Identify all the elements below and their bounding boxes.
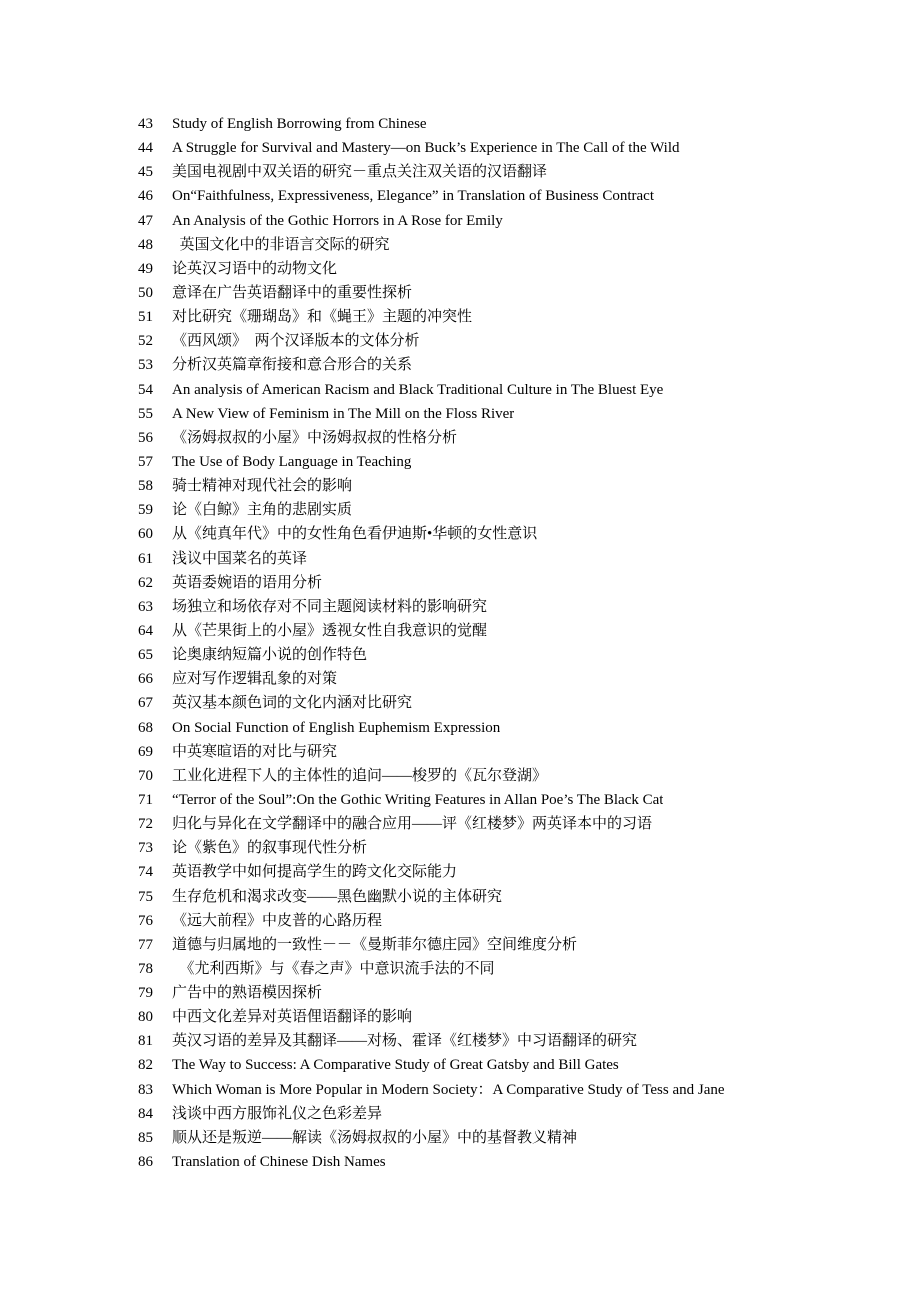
item-number: 73	[138, 840, 153, 857]
list-item	[138, 160, 898, 184]
item-title: On“Faithfulness, Expressiveness, Elegance” in Translation of Business Contract	[172, 188, 655, 205]
item-number: 53	[138, 357, 153, 374]
item-number: 74	[138, 864, 153, 881]
item-number: 55	[138, 405, 153, 422]
item-number: 82	[138, 1057, 153, 1074]
item-title: 对比研究《珊瑚岛》和《蝇王》主题的冲突性	[172, 309, 473, 326]
item-title: On Social Function of English Euphemism Expression	[172, 719, 501, 736]
list-item	[138, 933, 898, 957]
item-number: 60	[138, 526, 153, 543]
item-number: 45	[138, 164, 153, 181]
item-number: 81	[138, 1033, 153, 1050]
item-number: 84	[138, 1105, 153, 1122]
item-number: 65	[138, 647, 153, 664]
list-item	[138, 329, 898, 353]
item-title: 浅议中国菜名的英译	[172, 550, 308, 567]
list-item	[138, 836, 898, 860]
item-number: 76	[138, 912, 153, 929]
item-title: The Way to Success: A Comparative Study of Great Gatsby and Bill Gates	[172, 1057, 619, 1074]
item-title: 骑士精神对现代社会的影响	[172, 478, 353, 495]
item-title: 中英寒暄语的对比与研究	[172, 743, 338, 760]
item-title: A New View of Feminism in The Mill on the Floss River	[172, 405, 515, 422]
item-number: 52	[138, 333, 153, 350]
list-item	[138, 281, 898, 305]
item-number: 50	[138, 284, 153, 301]
item-title: 意译在广告英语翻译中的重要性探析	[172, 284, 413, 301]
item-number: 72	[138, 816, 153, 833]
list-item	[138, 1078, 898, 1102]
list-item	[138, 885, 898, 909]
item-title: 英国文化中的非语言交际的研究	[172, 236, 390, 253]
list-item	[138, 716, 898, 740]
item-number: 64	[138, 622, 153, 639]
item-title: 论奥康纳短篇小说的创作特色	[172, 647, 368, 664]
item-title: 应对写作逻辑乱象的对策	[172, 671, 338, 688]
item-number: 78	[138, 960, 153, 977]
item-title: Study of English Borrowing from Chinese	[172, 116, 427, 132]
item-title: 从《芒果街上的小屋》透视女性自我意识的觉醒	[172, 622, 488, 639]
item-number: 85	[138, 1129, 153, 1146]
item-title: 论英汉习语中的动物文化	[172, 260, 338, 277]
item-number: 46	[138, 188, 153, 205]
item-title: 英汉基本颜色词的文化内涵对比研究	[172, 695, 413, 712]
item-title: 英汉习语的差异及其翻译——对杨、霍译《红楼梦》中习语翻译的研究	[172, 1033, 638, 1050]
item-number: 75	[138, 888, 153, 905]
list-item	[138, 112, 898, 136]
list-item	[138, 764, 898, 788]
item-number: 70	[138, 767, 153, 784]
list-item	[138, 257, 898, 281]
item-title: 英语教学中如何提高学生的跨文化交际能力	[172, 864, 458, 881]
item-title: 从《纯真年代》中的女性角色看伊迪斯•华顿的女性意识	[172, 526, 538, 543]
item-number: 59	[138, 502, 153, 519]
item-number: 67	[138, 695, 153, 712]
item-number: 58	[138, 478, 153, 495]
item-number: 51	[138, 309, 153, 326]
watermark: zixin.com.cn	[420, 599, 719, 657]
item-title: 工业化进程下人的主体性的追问——梭罗的《瓦尔登湖》	[172, 767, 548, 784]
item-number: 49	[138, 260, 153, 277]
list-item	[138, 426, 898, 450]
list-item	[138, 691, 898, 715]
list-item	[138, 740, 898, 764]
item-title: 生存危机和渴求改变——黑色幽默小说的主体研究	[172, 888, 503, 905]
list-item	[138, 1029, 898, 1053]
item-number: 43	[138, 116, 153, 132]
list-item	[138, 1126, 898, 1150]
list-item	[138, 619, 898, 643]
item-number: 62	[138, 574, 153, 591]
list-item	[138, 353, 898, 377]
item-number: 61	[138, 550, 153, 567]
list-item	[138, 1005, 898, 1029]
list-item	[138, 378, 898, 402]
topic-list	[138, 112, 898, 1174]
item-title: 顺从还是叛逆——解读《汤姆叔叔的小屋》中的基督教义精神	[172, 1129, 578, 1146]
item-number: 63	[138, 598, 153, 615]
item-title: 归化与异化在文学翻译中的融合应用——评《红楼梦》两英译本中的习语	[172, 816, 653, 833]
item-title: 英语委婉语的语用分析	[172, 574, 323, 591]
item-title: 中西文化差异对英语俚语翻译的影响	[172, 1009, 413, 1026]
item-number: 80	[138, 1009, 153, 1026]
item-title: 场独立和场依存对不同主题阅读材料的影响研究	[172, 598, 488, 615]
item-title: 论《紫色》的叙事现代性分析	[172, 840, 368, 857]
item-title: 广告中的熟语模因探析	[172, 985, 323, 1002]
list-item	[138, 643, 898, 667]
list-item	[138, 812, 898, 836]
item-number: 71	[138, 791, 153, 808]
item-title: 道德与归属地的一致性－－《曼斯菲尔德庄园》空间维度分析	[172, 936, 578, 953]
item-title: An Analysis of the Gothic Horrors in A Rose for Emily	[172, 212, 503, 229]
item-number: 77	[138, 936, 153, 953]
list-item	[138, 547, 898, 571]
item-number: 69	[138, 743, 153, 760]
list-item	[138, 1053, 898, 1077]
item-title: 美国电视剧中双关语的研究－重点关注双关语的汉语翻译	[172, 164, 548, 181]
list-item	[138, 667, 898, 691]
list-item	[138, 788, 898, 812]
item-number: 57	[138, 453, 153, 470]
list-item	[138, 233, 898, 257]
item-title: 论《白鲸》主角的悲剧实质	[172, 502, 353, 519]
item-title: Translation of Chinese Dish Names	[172, 1154, 386, 1171]
item-title: 《汤姆叔叔的小屋》中汤姆叔叔的性格分析	[172, 429, 458, 446]
item-number: 86	[138, 1154, 153, 1171]
item-number: 48	[138, 236, 153, 253]
item-number: 54	[138, 381, 153, 398]
list-item	[138, 1150, 898, 1174]
list-item	[138, 474, 898, 498]
item-title: “Terror of the Soul”:On the Gothic Writing Features in Allan Poe’s The Black Cat	[172, 791, 664, 808]
list-item	[138, 402, 898, 426]
list-item	[138, 909, 898, 933]
list-item	[138, 136, 898, 160]
item-number: 83	[138, 1081, 153, 1098]
item-title: 分析汉英篇章衔接和意合形合的关系	[172, 357, 413, 374]
item-number: 56	[138, 429, 153, 446]
list-item	[138, 957, 898, 981]
list-item	[138, 184, 898, 208]
item-title: 《西风颂》 两个汉译版本的文体分析	[172, 333, 420, 350]
list-item	[138, 571, 898, 595]
item-title: 《远大前程》中皮普的心路历程	[172, 912, 383, 929]
item-title: A Struggle for Survival and Mastery—on Buck’s Experience in The Call of the Wild	[172, 140, 680, 157]
item-title: 浅谈中西方服饰礼仪之色彩差异	[172, 1105, 383, 1122]
item-number: 68	[138, 719, 153, 736]
list-item	[138, 981, 898, 1005]
item-title: The Use of Body Language in Teaching	[172, 453, 412, 470]
list-item	[138, 450, 898, 474]
item-number: 44	[138, 140, 153, 157]
list-item	[138, 209, 898, 233]
item-number: 79	[138, 985, 153, 1002]
list-item	[138, 595, 898, 619]
item-number: 66	[138, 671, 153, 688]
item-title: 《尤利西斯》与《春之声》中意识流手法的不同	[172, 960, 495, 977]
list-item	[138, 305, 898, 329]
list-item	[138, 860, 898, 884]
list-item	[138, 522, 898, 546]
item-title: An analysis of American Racism and Black Traditional Culture in The Bluest Eye	[172, 381, 664, 398]
item-title: Which Woman is More Popular in Modern Society：A Comparative Study of Tess and Jane	[172, 1081, 725, 1098]
list-item	[138, 1102, 898, 1126]
list-item	[138, 498, 898, 522]
item-number: 47	[138, 212, 153, 229]
